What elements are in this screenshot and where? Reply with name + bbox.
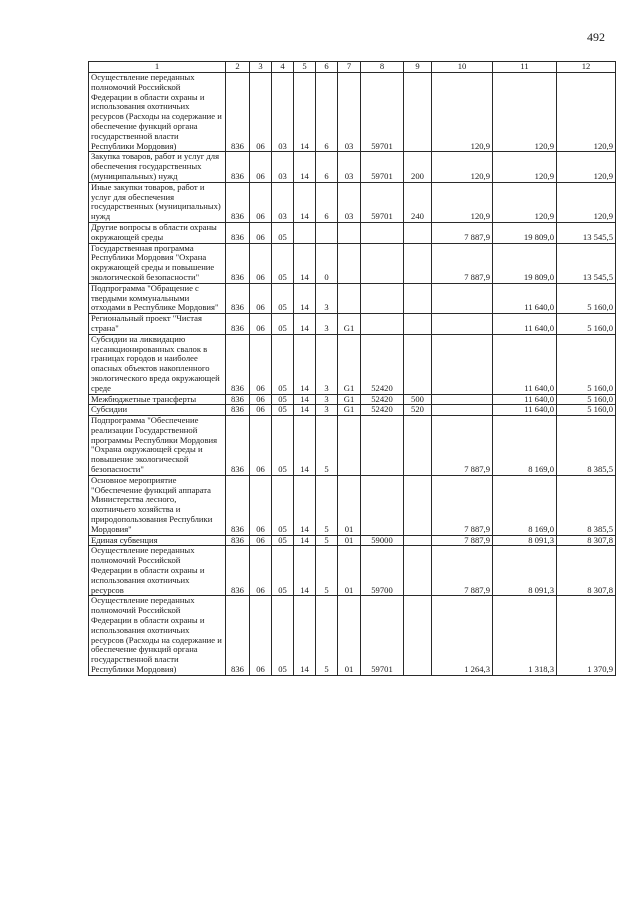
event-code-cell: 01	[338, 546, 361, 596]
row-name-cell: Субсидии	[89, 405, 226, 416]
column-header: 1	[89, 62, 226, 73]
amount-year2-cell: 11 640,0	[493, 405, 557, 416]
page-number: 492	[587, 30, 605, 44]
table-row	[89, 73, 616, 152]
subprogram-code-cell: 6	[316, 182, 338, 222]
row-name-cell: Осуществление переданных полномочий Российской Федерации в области охраны и использования охотничьих ресурсов (Расходы на содержание и обеспечение функций органа государственной власти Республики Мордовия)	[89, 596, 226, 675]
subsection-code-cell: 05	[272, 283, 294, 313]
amount-year2-cell: 120,9	[493, 73, 557, 152]
event-code-cell: G1	[338, 405, 361, 416]
amount-year2-cell: 8 169,0	[493, 416, 557, 476]
subprogram-code-cell: 6	[316, 152, 338, 182]
admin-code-cell: 836	[226, 152, 250, 182]
subprogram-code-cell: 6	[316, 73, 338, 152]
direction-code-cell: 59701	[361, 152, 404, 182]
amount-year2-cell: 120,9	[493, 152, 557, 182]
event-code-cell: 03	[338, 73, 361, 152]
event-code-cell: G1	[338, 334, 361, 394]
admin-code-cell: 836	[226, 182, 250, 222]
admin-code-cell: 836	[226, 416, 250, 476]
expense-type-cell	[404, 535, 432, 546]
amount-year1-cell: 120,9	[432, 182, 493, 222]
amount-year3-cell: 13 545,5	[557, 243, 616, 283]
row-name-cell: Иные закупки товаров, работ и услуг для обеспечения государственных (муниципальных) нужд	[89, 182, 226, 222]
direction-code-cell: 52420	[361, 394, 404, 405]
table-row	[89, 394, 616, 405]
column-header: 2	[226, 62, 250, 73]
table-row	[89, 596, 616, 675]
amount-year1-cell: 1 264,3	[432, 596, 493, 675]
admin-code-cell: 836	[226, 73, 250, 152]
row-name-cell: Подпрограмма "Обеспечение реализации Государственной программы Республики Мордовия "Охрана окружающей среды и повышение экологической безопасности"	[89, 416, 226, 476]
section-code-cell: 06	[250, 394, 272, 405]
event-code-cell	[338, 243, 361, 283]
column-header: 8	[361, 62, 404, 73]
subsection-code-cell: 05	[272, 535, 294, 546]
expense-type-cell	[404, 73, 432, 152]
expense-type-cell: 520	[404, 405, 432, 416]
event-code-cell: 01	[338, 596, 361, 675]
program-code-cell: 14	[294, 546, 316, 596]
column-header: 10	[432, 62, 493, 73]
header-row	[89, 62, 616, 73]
row-name-cell: Региональный проект "Чистая страна"	[89, 314, 226, 335]
program-code-cell: 14	[294, 314, 316, 335]
program-code-cell: 14	[294, 152, 316, 182]
table-row	[89, 314, 616, 335]
subsection-code-cell: 05	[272, 546, 294, 596]
admin-code-cell: 836	[226, 475, 250, 535]
amount-year1-cell: 7 887,9	[432, 475, 493, 535]
amount-year3-cell: 8 385,5	[557, 475, 616, 535]
section-code-cell: 06	[250, 475, 272, 535]
event-code-cell: G1	[338, 394, 361, 405]
direction-code-cell: 59700	[361, 546, 404, 596]
subsection-code-cell: 05	[272, 334, 294, 394]
admin-code-cell: 836	[226, 394, 250, 405]
subsection-code-cell: 05	[272, 416, 294, 476]
direction-code-cell	[361, 475, 404, 535]
admin-code-cell: 836	[226, 535, 250, 546]
row-name-cell: Основное мероприятие "Обеспечение функций аппарата Министерства лесного, охотничьего хозяйства и природопользования Республики Мордовия"	[89, 475, 226, 535]
subprogram-code-cell: 3	[316, 405, 338, 416]
amount-year1-cell	[432, 405, 493, 416]
admin-code-cell: 836	[226, 283, 250, 313]
direction-code-cell: 52420	[361, 405, 404, 416]
section-code-cell: 06	[250, 152, 272, 182]
table-row	[89, 475, 616, 535]
row-name-cell: Единая субвенция	[89, 535, 226, 546]
expense-type-cell	[404, 416, 432, 476]
amount-year3-cell: 8 307,8	[557, 546, 616, 596]
direction-code-cell: 59701	[361, 182, 404, 222]
row-name-cell: Подпрограмма "Обращение с твердыми коммунальными отходами в Республике Мордовия"	[89, 283, 226, 313]
admin-code-cell: 836	[226, 405, 250, 416]
table-row	[89, 222, 616, 243]
section-code-cell: 06	[250, 73, 272, 152]
amount-year3-cell: 5 160,0	[557, 394, 616, 405]
expense-type-cell	[404, 222, 432, 243]
admin-code-cell: 836	[226, 222, 250, 243]
event-code-cell: 03	[338, 152, 361, 182]
amount-year1-cell: 7 887,9	[432, 243, 493, 283]
direction-code-cell	[361, 243, 404, 283]
subprogram-code-cell	[316, 222, 338, 243]
program-code-cell: 14	[294, 283, 316, 313]
column-header: 7	[338, 62, 361, 73]
subprogram-code-cell: 3	[316, 314, 338, 335]
amount-year1-cell: 120,9	[432, 152, 493, 182]
amount-year2-cell: 11 640,0	[493, 283, 557, 313]
direction-code-cell	[361, 283, 404, 313]
subprogram-code-cell: 5	[316, 535, 338, 546]
amount-year2-cell: 8 091,3	[493, 535, 557, 546]
table-body	[89, 73, 616, 676]
admin-code-cell: 836	[226, 596, 250, 675]
table-row	[89, 152, 616, 182]
program-code-cell: 14	[294, 416, 316, 476]
amount-year1-cell: 7 887,9	[432, 222, 493, 243]
amount-year1-cell: 7 887,9	[432, 416, 493, 476]
subsection-code-cell: 05	[272, 405, 294, 416]
amount-year2-cell: 8 091,3	[493, 546, 557, 596]
subsection-code-cell: 05	[272, 243, 294, 283]
amount-year3-cell: 5 160,0	[557, 334, 616, 394]
amount-year1-cell: 120,9	[432, 73, 493, 152]
section-code-cell: 06	[250, 416, 272, 476]
subprogram-code-cell: 5	[316, 596, 338, 675]
amount-year2-cell: 19 809,0	[493, 222, 557, 243]
amount-year3-cell: 120,9	[557, 152, 616, 182]
row-name-cell: Межбюджетные трансферты	[89, 394, 226, 405]
direction-code-cell: 59701	[361, 596, 404, 675]
section-code-cell: 06	[250, 546, 272, 596]
subsection-code-cell: 05	[272, 475, 294, 535]
subprogram-code-cell: 5	[316, 546, 338, 596]
admin-code-cell: 836	[226, 314, 250, 335]
section-code-cell: 06	[250, 535, 272, 546]
amount-year3-cell: 5 160,0	[557, 405, 616, 416]
amount-year1-cell: 7 887,9	[432, 535, 493, 546]
amount-year2-cell: 120,9	[493, 182, 557, 222]
admin-code-cell: 836	[226, 334, 250, 394]
event-code-cell	[338, 222, 361, 243]
subprogram-code-cell: 3	[316, 334, 338, 394]
subprogram-code-cell: 3	[316, 283, 338, 313]
section-code-cell: 06	[250, 283, 272, 313]
program-code-cell: 14	[294, 394, 316, 405]
expense-type-cell	[404, 546, 432, 596]
amount-year2-cell: 1 318,3	[493, 596, 557, 675]
expense-type-cell	[404, 596, 432, 675]
column-header: 5	[294, 62, 316, 73]
section-code-cell: 06	[250, 182, 272, 222]
amount-year3-cell: 5 160,0	[557, 314, 616, 335]
amount-year3-cell: 8 307,8	[557, 535, 616, 546]
subsection-code-cell: 05	[272, 222, 294, 243]
amount-year1-cell	[432, 314, 493, 335]
expense-type-cell: 500	[404, 394, 432, 405]
section-code-cell: 06	[250, 405, 272, 416]
subsection-code-cell: 03	[272, 182, 294, 222]
direction-code-cell	[361, 222, 404, 243]
amount-year2-cell: 19 809,0	[493, 243, 557, 283]
subsection-code-cell: 05	[272, 314, 294, 335]
table-row	[89, 243, 616, 283]
expense-type-cell: 240	[404, 182, 432, 222]
subsection-code-cell: 03	[272, 73, 294, 152]
admin-code-cell: 836	[226, 546, 250, 596]
row-name-cell: Государственная программа Республики Мордовия "Охрана окружающей среды и повышение экологической безопасности"	[89, 243, 226, 283]
amount-year1-cell: 7 887,9	[432, 546, 493, 596]
table-row	[89, 283, 616, 313]
program-code-cell: 14	[294, 243, 316, 283]
row-name-cell: Закупка товаров, работ и услуг для обеспечения государственных (муниципальных) нужд	[89, 152, 226, 182]
section-code-cell: 06	[250, 334, 272, 394]
subprogram-code-cell: 3	[316, 394, 338, 405]
subprogram-code-cell: 5	[316, 416, 338, 476]
event-code-cell: 03	[338, 182, 361, 222]
subsection-code-cell: 05	[272, 596, 294, 675]
event-code-cell	[338, 283, 361, 313]
amount-year3-cell: 1 370,9	[557, 596, 616, 675]
column-header: 12	[557, 62, 616, 73]
amount-year2-cell: 11 640,0	[493, 394, 557, 405]
budget-table	[88, 61, 616, 676]
program-code-cell: 14	[294, 405, 316, 416]
subprogram-code-cell: 5	[316, 475, 338, 535]
direction-code-cell	[361, 416, 404, 476]
subsection-code-cell: 05	[272, 394, 294, 405]
program-code-cell: 14	[294, 334, 316, 394]
row-name-cell: Другие вопросы в области охраны окружающей среды	[89, 222, 226, 243]
direction-code-cell: 59000	[361, 535, 404, 546]
event-code-cell: 01	[338, 475, 361, 535]
expense-type-cell	[404, 243, 432, 283]
row-name-cell: Осуществление переданных полномочий Российской Федерации в области охраны и использования охотничьих ресурсов	[89, 546, 226, 596]
expense-type-cell	[404, 283, 432, 313]
event-code-cell	[338, 416, 361, 476]
amount-year1-cell	[432, 394, 493, 405]
admin-code-cell: 836	[226, 243, 250, 283]
amount-year2-cell: 11 640,0	[493, 314, 557, 335]
program-code-cell: 14	[294, 73, 316, 152]
program-code-cell	[294, 222, 316, 243]
table-row	[89, 334, 616, 394]
section-code-cell: 06	[250, 596, 272, 675]
table-row	[89, 535, 616, 546]
amount-year2-cell: 8 169,0	[493, 475, 557, 535]
table-row	[89, 182, 616, 222]
event-code-cell: G1	[338, 314, 361, 335]
table-row	[89, 416, 616, 476]
table-row	[89, 405, 616, 416]
row-name-cell: Осуществление переданных полномочий Российской Федерации в области охраны и использования охотничьих ресурсов (Расходы на содержание и обеспечение функций органа государственной власти Республики Мордовия)	[89, 73, 226, 152]
column-header: 9	[404, 62, 432, 73]
direction-code-cell: 52420	[361, 334, 404, 394]
expense-type-cell	[404, 314, 432, 335]
column-header: 6	[316, 62, 338, 73]
section-code-cell: 06	[250, 314, 272, 335]
program-code-cell: 14	[294, 535, 316, 546]
section-code-cell: 06	[250, 243, 272, 283]
amount-year1-cell	[432, 283, 493, 313]
expense-type-cell	[404, 334, 432, 394]
section-code-cell: 06	[250, 222, 272, 243]
amount-year3-cell: 8 385,5	[557, 416, 616, 476]
amount-year3-cell: 5 160,0	[557, 283, 616, 313]
amount-year3-cell: 120,9	[557, 73, 616, 152]
subsection-code-cell: 03	[272, 152, 294, 182]
amount-year3-cell: 13 545,5	[557, 222, 616, 243]
expense-type-cell: 200	[404, 152, 432, 182]
direction-code-cell	[361, 314, 404, 335]
table-row	[89, 546, 616, 596]
event-code-cell: 01	[338, 535, 361, 546]
program-code-cell: 14	[294, 182, 316, 222]
row-name-cell: Субсидии на ликвидацию несанкционированных свалок в границах городов и наиболее опасных объектов накопленного экологического вреда окружающей среде	[89, 334, 226, 394]
program-code-cell: 14	[294, 475, 316, 535]
direction-code-cell: 59701	[361, 73, 404, 152]
amount-year1-cell	[432, 334, 493, 394]
amount-year3-cell: 120,9	[557, 182, 616, 222]
amount-year2-cell: 11 640,0	[493, 334, 557, 394]
column-header: 3	[250, 62, 272, 73]
column-header: 4	[272, 62, 294, 73]
column-header: 11	[493, 62, 557, 73]
expense-type-cell	[404, 475, 432, 535]
program-code-cell: 14	[294, 596, 316, 675]
subprogram-code-cell: 0	[316, 243, 338, 283]
